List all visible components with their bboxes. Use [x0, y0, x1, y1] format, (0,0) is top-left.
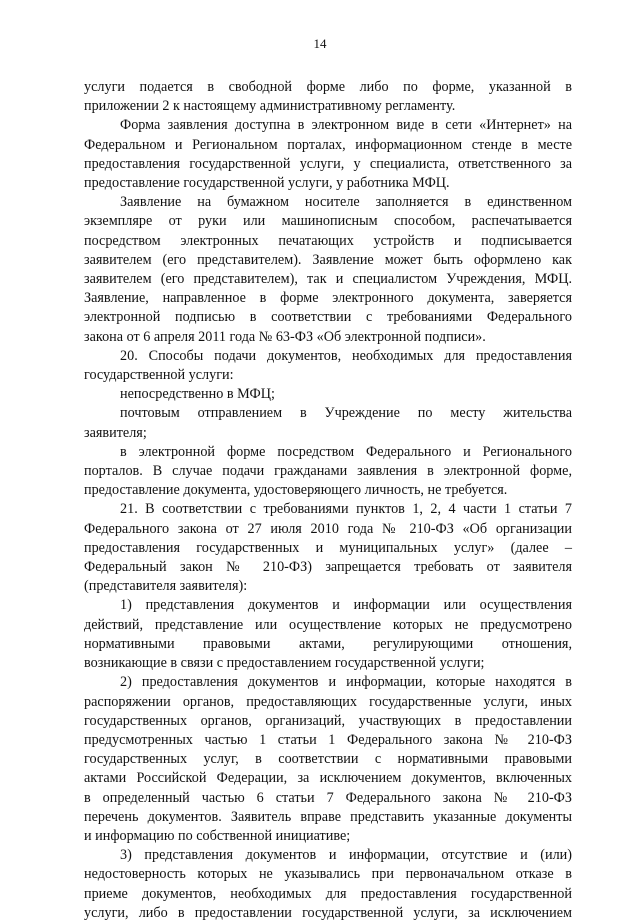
text-line: перечень документов. Заявитель вправе представить указанные документы — [84, 808, 572, 825]
text-line: порталов. В случае подачи гражданами заявления в электронной форме, — [84, 463, 572, 480]
text-line: Федеральном и Региональном порталах, информационном стенде в месте — [84, 136, 572, 153]
text-line: заявителя; — [84, 424, 147, 441]
text-line: услуги подается в свободной форме либо по форме, указанной в — [84, 79, 572, 95]
text-line: услуги, либо в предоставлении государственной услуги, за исключением — [84, 904, 572, 921]
text-line: Заявление на бумажном носителе заполняется в единственном — [120, 194, 572, 211]
text-line: нормативными правовыми актами, регулирующими отношения, — [84, 635, 572, 652]
text-line: 1) представления документов и информации или осуществления — [120, 597, 572, 614]
text-line: непосредственно в МФЦ; — [120, 386, 275, 403]
text-line: Федеральный закон № 210-ФЗ) запрещается требовать от заявителя — [84, 559, 572, 576]
text-line: приеме документов, необходимых для предоставления государственной — [84, 885, 572, 902]
text-line: 21. В соответствии с требованиями пунктов 1, 2, 4 части 1 статьи 7 — [120, 501, 572, 518]
text-line: предоставление документа, удостоверяющего личность, не требуется. — [84, 482, 508, 499]
text-line: 3) представления документов и информации, отсутствие и (или) — [120, 847, 572, 864]
text-line: экземпляре от руки или машинописным способом, распечатывается — [84, 213, 572, 230]
text-line: закона от 6 апреля 2011 года № 63-ФЗ «Об электронной подписи». — [84, 328, 486, 345]
text-line: и информацию по собственной инициативе; — [84, 827, 351, 844]
text-line: предоставления государственной услуги, у специалиста, ответственного за — [84, 155, 572, 172]
text-line: посредством электронных печатающих устройств и подписывается — [84, 232, 572, 249]
text-line: (представителя заявителя): — [84, 578, 248, 595]
text-line: предоставления государственных и муниципальных услуг» (далее – — [84, 539, 572, 556]
text-line: государственных услуг, в соответствии с нормативными правовыми — [84, 751, 572, 768]
text-line: возникающие в связи с предоставлением государственной услуги; — [84, 655, 485, 672]
text-line: распоряжении органов, предоставляющих государственные услуги, иных — [84, 693, 572, 710]
text-line: заявителем (его представителем), так и специалистом Учреждения, МФЦ. — [84, 271, 572, 288]
text-line: электронной подписью в соответствии с требованиями Федерального — [84, 309, 572, 326]
text-line: почтовым отправлением в Учреждение по месту жительства — [120, 405, 572, 422]
text-line: 2) предоставления документов и информации, которые находятся в — [120, 674, 572, 691]
page-number: 14 — [313, 36, 327, 51]
text-line: недостоверность которых не указывались при первоначальном отказе в — [84, 866, 572, 883]
text-line: 20. Способы подачи документов, необходимых для предоставления — [120, 347, 572, 364]
text-line: в определенный частью 6 статьи 7 Федерального закона № 210-ФЗ — [84, 789, 572, 806]
text-line: приложении 2 к настоящему административному регламенту. — [84, 98, 456, 115]
text-line: в электронной форме посредством Федерального и Регионального — [120, 443, 572, 460]
text-line: предусмотренных частью 1 статьи 1 Федерального закона № 210-ФЗ — [84, 731, 572, 748]
text-line: государственной услуги: — [84, 367, 234, 384]
text-line: Форма заявления доступна в электронном виде в сети «Интернет» на — [120, 117, 572, 134]
text-line: Заявление, направленное в форме электронного документа, заверяется — [84, 290, 572, 307]
text-line: предоставление государственной услуги, у работника МФЦ. — [84, 175, 450, 192]
text-line: заявителем (его представителем). Заявление может быть оформлено как — [84, 251, 572, 268]
text-line: государственных органов, организаций, участвующих в предоставлении — [84, 712, 572, 729]
text-line: действий, представление или осуществление которых не предусмотрено — [84, 616, 572, 633]
text-line: Федерального закона от 27 июля 2010 года № 210-ФЗ «Об организации — [84, 520, 572, 537]
text-line: актами Российской Федерации, за исключением документов, включенных — [84, 770, 572, 787]
document-body — [84, 78, 572, 923]
